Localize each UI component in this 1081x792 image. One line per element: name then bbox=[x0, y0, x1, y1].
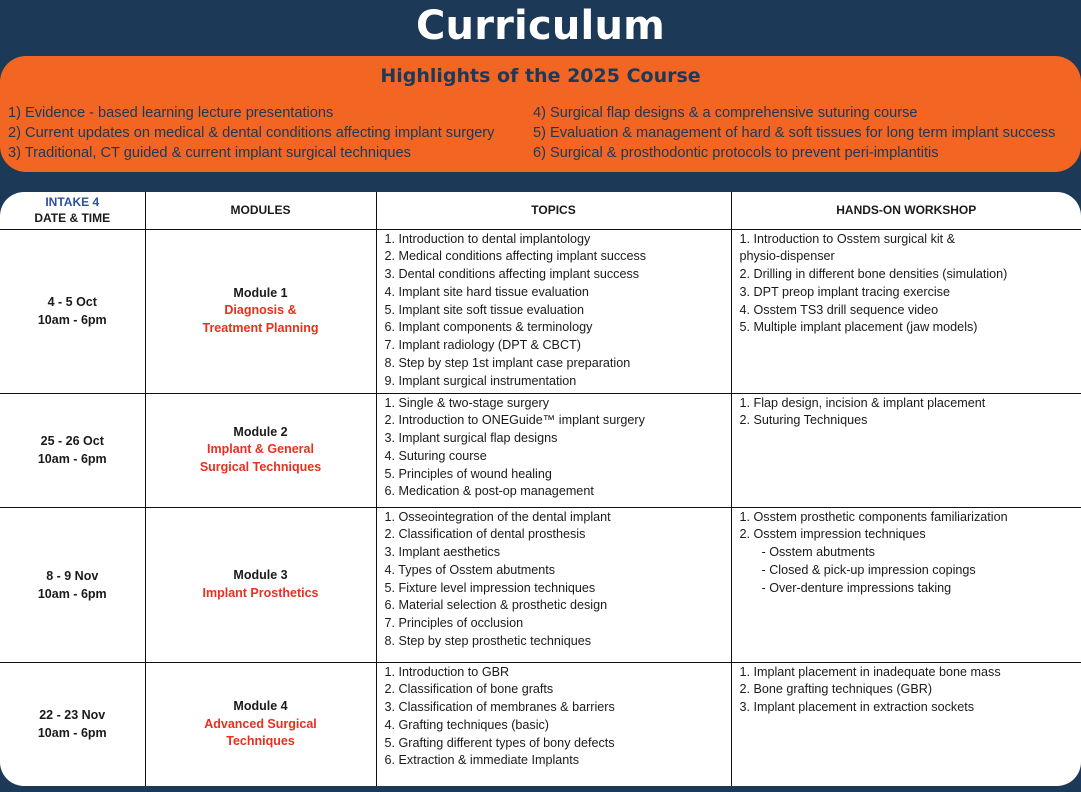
module-number: Module 1 bbox=[233, 285, 288, 300]
module-number: Module 2 bbox=[233, 424, 288, 439]
topic-item: 3. Implant surgical flap designs bbox=[384, 431, 558, 446]
date-text: 4 - 5 Oct bbox=[47, 295, 97, 309]
highlight-item: 1) Evidence - based learning lecture presentations bbox=[8, 105, 334, 121]
topic-item: 9. Implant surgical instrumentation bbox=[384, 373, 577, 388]
workshop-item: 3. Implant placement in extraction sockets bbox=[739, 700, 974, 715]
curriculum-table bbox=[0, 192, 1081, 786]
time-text: 10am - 6pm bbox=[37, 726, 107, 741]
table-row bbox=[0, 662, 1081, 786]
workshop-cell bbox=[731, 393, 1081, 507]
workshop-item: 5. Multiple implant placement (jaw models) bbox=[739, 320, 978, 335]
topic-item: 4. Suturing course bbox=[384, 448, 487, 463]
module-name: Implant & General bbox=[207, 442, 314, 457]
date-text: 8 - 9 Nov bbox=[46, 568, 99, 583]
topic-item: 2. Classification of dental prosthesis bbox=[384, 527, 586, 542]
topic-item: 8. Step by step prosthetic techniques bbox=[384, 634, 592, 649]
header-topics: TOPICS bbox=[376, 192, 731, 229]
date-text: 25 - 26 Oct bbox=[40, 434, 104, 448]
topic-item: 2. Classification of bone grafts bbox=[384, 682, 554, 697]
table-row bbox=[0, 507, 1081, 662]
module-number: Module 4 bbox=[233, 699, 288, 713]
workshop-cell bbox=[731, 507, 1081, 662]
topic-item: 2. Medical conditions affecting implant success bbox=[384, 249, 647, 264]
module-cell bbox=[145, 507, 376, 662]
workshop-item: 1. Implant placement in inadequate bone mass bbox=[739, 664, 1001, 679]
table-header-row bbox=[0, 192, 1081, 229]
module-name: Advanced Surgical bbox=[204, 716, 317, 731]
date-time-label: DATE & TIME bbox=[34, 211, 111, 226]
topic-item: 5. Implant site soft tissue evaluation bbox=[384, 302, 585, 317]
table-row bbox=[0, 393, 1081, 507]
highlight-item: 6) Surgical & prosthodontic protocols to prevent peri-implantitis bbox=[533, 145, 939, 161]
workshop-item: 2. Suturing Techniques bbox=[739, 413, 868, 428]
topics-cell bbox=[376, 507, 731, 662]
highlights-left-list bbox=[8, 103, 494, 163]
workshop-item: 2. Drilling in different bone densities (simulation) bbox=[739, 267, 1008, 282]
time-text: 10am - 6pm bbox=[37, 586, 107, 601]
topic-item: 5. Grafting different types of bony defects bbox=[384, 735, 615, 750]
date-cell bbox=[0, 507, 145, 662]
workshop-item: 2. Bone grafting techniques (GBR) bbox=[739, 682, 933, 697]
workshop-item: 1. Introduction to Osstem surgical kit & bbox=[739, 231, 956, 246]
workshop-cell bbox=[731, 229, 1081, 393]
date-cell bbox=[0, 393, 145, 507]
module-name: Diagnosis & bbox=[224, 303, 297, 318]
module-cell bbox=[145, 229, 376, 393]
topic-item: 6. Extraction & immediate Implants bbox=[384, 753, 580, 768]
module-cell bbox=[145, 662, 376, 786]
workshop-item: 4. Osstem TS3 drill sequence video bbox=[739, 302, 939, 317]
topic-item: 4. Grafting techniques (basic) bbox=[384, 717, 549, 732]
topic-item: 7. Implant radiology (DPT & CBCT) bbox=[384, 338, 581, 353]
date-text: 22 - 23 Nov bbox=[39, 708, 106, 723]
highlight-item: 2) Current updates on medical & dental conditions affecting implant surgery bbox=[8, 125, 495, 141]
topics-cell bbox=[376, 662, 731, 786]
topics-cell bbox=[376, 229, 731, 393]
module-name: Treatment Planning bbox=[202, 320, 319, 335]
module-name: Surgical Techniques bbox=[199, 459, 322, 474]
topic-item: 5. Fixture level impression techniques bbox=[384, 580, 596, 595]
module-name: Implant Prosthetics bbox=[202, 585, 319, 600]
topic-item: 6. Implant components & terminology bbox=[384, 320, 593, 335]
workshop-item: 3. DPT preop implant tracing exercise bbox=[739, 284, 950, 299]
highlight-item: 4) Surgical flap designs & a comprehensive suturing course bbox=[533, 105, 918, 121]
table-row bbox=[0, 229, 1081, 393]
module-cell bbox=[145, 393, 376, 507]
module-number: Module 3 bbox=[233, 568, 288, 582]
topic-item: 4. Implant site hard tissue evaluation bbox=[384, 284, 589, 299]
highlight-item: 5) Evaluation & management of hard & soft tissues for long term implant success bbox=[533, 125, 1056, 141]
workshop-item: 1. Flap design, incision & implant placement bbox=[739, 395, 986, 410]
topic-item: 1. Introduction to dental implantology bbox=[384, 231, 591, 246]
topic-item: 7. Principles of occlusion bbox=[384, 616, 524, 631]
highlights-banner bbox=[0, 56, 1081, 172]
time-text: 10am - 6pm bbox=[37, 452, 107, 466]
intake-label: INTAKE 4 bbox=[45, 195, 100, 210]
workshop-item: physio-dispenser bbox=[739, 249, 835, 264]
time-text: 10am - 6pm bbox=[37, 313, 107, 327]
date-cell bbox=[0, 662, 145, 786]
topics-cell bbox=[376, 393, 731, 507]
workshop-subitem: - Closed & pick-up impression copings bbox=[761, 562, 976, 577]
page-title: Curriculum bbox=[415, 3, 666, 49]
header-date-time bbox=[0, 192, 145, 229]
highlights-right-list bbox=[533, 103, 1055, 163]
topic-item: 6. Material selection & prosthetic design bbox=[384, 598, 608, 613]
header-workshop: HANDS-ON WORKSHOP bbox=[731, 192, 1081, 229]
topic-item: 3. Classification of membranes & barriers bbox=[384, 700, 615, 715]
topic-item: 4. Types of Osstem abutments bbox=[384, 562, 556, 577]
highlights-title: Highlights of the 2025 Course bbox=[380, 65, 701, 87]
topic-item: 1. Introduction to GBR bbox=[384, 664, 510, 679]
topic-item: 2. Introduction to ONEGuide™ implant surgery bbox=[384, 413, 645, 428]
topic-item: 3. Dental conditions affecting implant success bbox=[384, 267, 640, 282]
date-cell bbox=[0, 229, 145, 393]
topic-item: 8. Step by step 1st implant case preparation bbox=[384, 356, 631, 371]
module-name: Techniques bbox=[226, 734, 295, 748]
topic-item: 1. Single & two-stage surgery bbox=[384, 395, 549, 410]
curriculum-table-card bbox=[0, 192, 1081, 786]
highlight-item: 3) Traditional, CT guided & current implant surgical techniques bbox=[8, 145, 411, 161]
workshop-item: 2. Osstem impression techniques bbox=[739, 527, 926, 542]
workshop-subitem: - Osstem abutments bbox=[761, 545, 875, 560]
topic-item: 6. Medication & post-op management bbox=[384, 484, 594, 499]
topic-item: 5. Principles of wound healing bbox=[384, 466, 552, 481]
workshop-item: 1. Osstem prosthetic components familiarization bbox=[739, 509, 1008, 524]
header-modules: MODULES bbox=[145, 192, 376, 229]
topic-item: 3. Implant aesthetics bbox=[384, 545, 501, 560]
topic-item: 1. Osseointegration of the dental implant bbox=[384, 509, 611, 524]
workshop-subitem: - Over-denture impressions taking bbox=[761, 580, 952, 595]
workshop-cell bbox=[731, 662, 1081, 786]
